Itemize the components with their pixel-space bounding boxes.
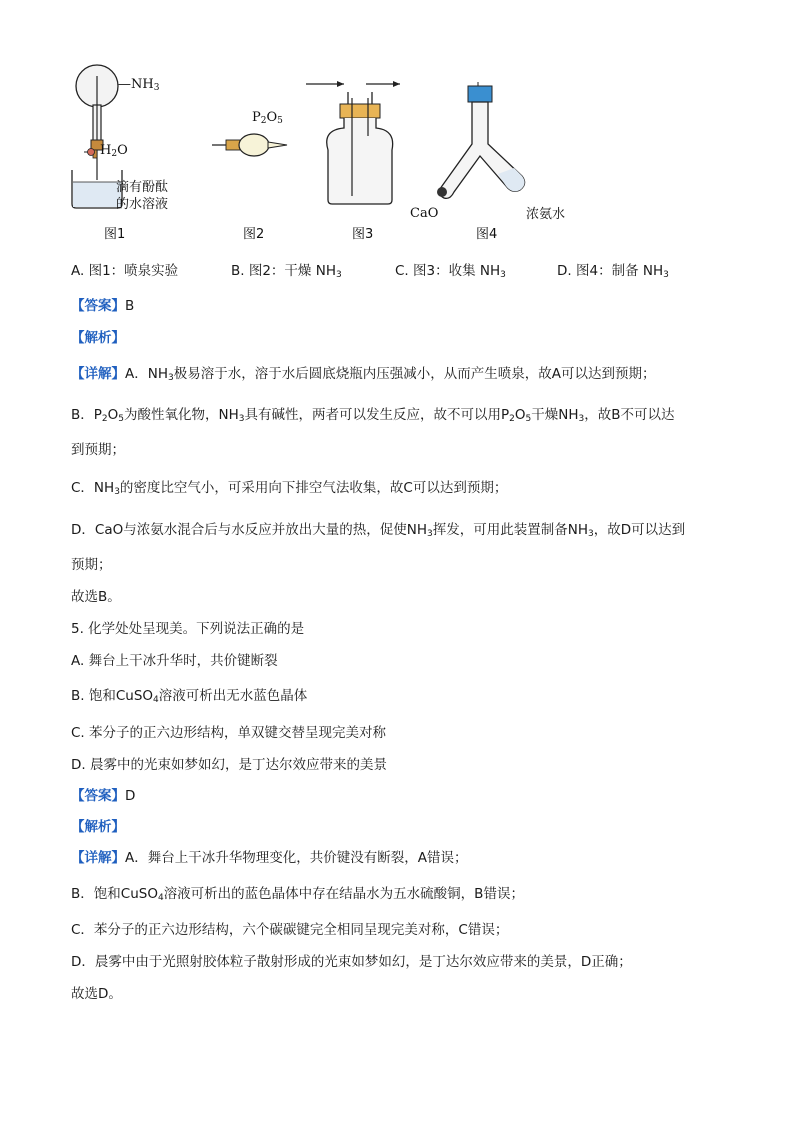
q5-option-d: D. 晨雾中的光束如梦如幻，是丁达尔效应带来的美景 — [71, 757, 387, 773]
q5-detail-line-3: C．苯分子的正六边形结构，六个碳碳键完全相同呈现完美对称，C错误； — [71, 922, 509, 938]
fig1-h2o-label: $H_2O$ — [100, 143, 128, 159]
fig2-p2o5-label: $P_2O_5$ — [252, 110, 283, 126]
q4-answer — [71, 296, 134, 316]
q5-analysis-tag: 【解析】 — [71, 819, 125, 835]
fig4-caption: 图4 — [476, 227, 498, 242]
q4-analysis-tag: 【解析】 — [71, 330, 125, 346]
q4-detail-line-1: 【详解】A．$NH_3$极易溶于水，溶于水后圆底烧瓶内压强减小，从而产生喷泉，故A可以达到预期； — [71, 366, 656, 383]
fig4-cao-label: CaO — [410, 206, 439, 221]
q5-option-b: B. 饱和CuSO$_4$溶液可析出无水蓝色晶体 — [71, 688, 308, 705]
q5-detail-tag: 【详解】 — [71, 850, 125, 866]
q5-option-a: A. 舞台上干冰升华时，共价键断裂 — [71, 653, 278, 669]
q4-option-a: A. 图1：喷泉实验 — [71, 263, 179, 279]
fig3-caption: 图3 — [352, 227, 374, 242]
q4-detail-tag: 【详解】 — [71, 366, 125, 382]
q4-detail-line-5: D．CaO与浓氨水混合后与水反应并放出大量的热，促使$NH_3$挥发，可用此装置制备$NH_3$，故D可以达到 — [71, 522, 686, 539]
q4-detail-line-6: 预期； — [71, 557, 112, 573]
q5-answer-value: D — [125, 788, 136, 804]
q4-detail-line-2: B．$P_2O_5$为酸性氧化物，$NH_3$具有碱性，两者可以发生反应，故不可以用$P_2O_5$干燥$NH_3$，故B不可以达 — [71, 407, 675, 424]
q4-option-c: C. 图3：收集 $NH_3$ — [395, 263, 506, 280]
q5-detail-line-2: B．饱和CuSO$_4$溶液可析出的蓝色晶体中存在结晶水为五水硫酸铜，B错误； — [71, 886, 524, 903]
q4-answer-value: B — [125, 298, 135, 314]
q4-answer-tag: 【答案】 — [71, 298, 125, 314]
fig1-solution-label-line2: 的水溶液 — [116, 197, 169, 212]
figure-3-gas-bottle — [300, 78, 404, 208]
fig1-solution-label-line1: 滴有酚酞 — [116, 180, 169, 195]
q5-detail-line-1: 【详解】A．舞台上干冰升华物理变化，共价键没有断裂，A错误； — [71, 850, 468, 866]
q5-detail-line-5: 故选D。 — [71, 986, 122, 1002]
q4-detail-line-3: 到预期； — [71, 442, 125, 458]
q4-option-d: D. 图4：制备 $NH_3$ — [557, 263, 669, 280]
figure-4-y-tube — [428, 82, 548, 206]
q4-option-b: B. 图2：干燥 $NH_3$ — [231, 263, 342, 280]
fig2-caption: 图2 — [243, 227, 265, 242]
q5-stem: 5. 化学处处呈现美。下列说法正确的是 — [71, 621, 305, 637]
q5-detail-line-4: D．晨雾中由于光照射胶体粒子散射形成的光束如梦如幻，是丁达尔效应带来的美景，D正确； — [71, 954, 632, 970]
q5-option-c: C. 苯分子的正六边形结构，单双键交替呈现完美对称 — [71, 725, 387, 741]
fig1-nh3-label: $—NH_3$ — [118, 77, 160, 93]
q5-answer — [71, 786, 135, 806]
figure-2-drying-tube — [212, 128, 288, 160]
q4-detail-line-4: C．$NH_3$的密度比空气小，可采用向下排空气法收集，故C可以达到预期； — [71, 480, 508, 497]
q5-answer-tag: 【答案】 — [71, 788, 125, 804]
fig4-ammonia-label: 浓氨水 — [526, 207, 566, 222]
q4-detail-line-7: 故选B。 — [71, 589, 121, 605]
fig1-caption: 图1 — [104, 227, 126, 242]
